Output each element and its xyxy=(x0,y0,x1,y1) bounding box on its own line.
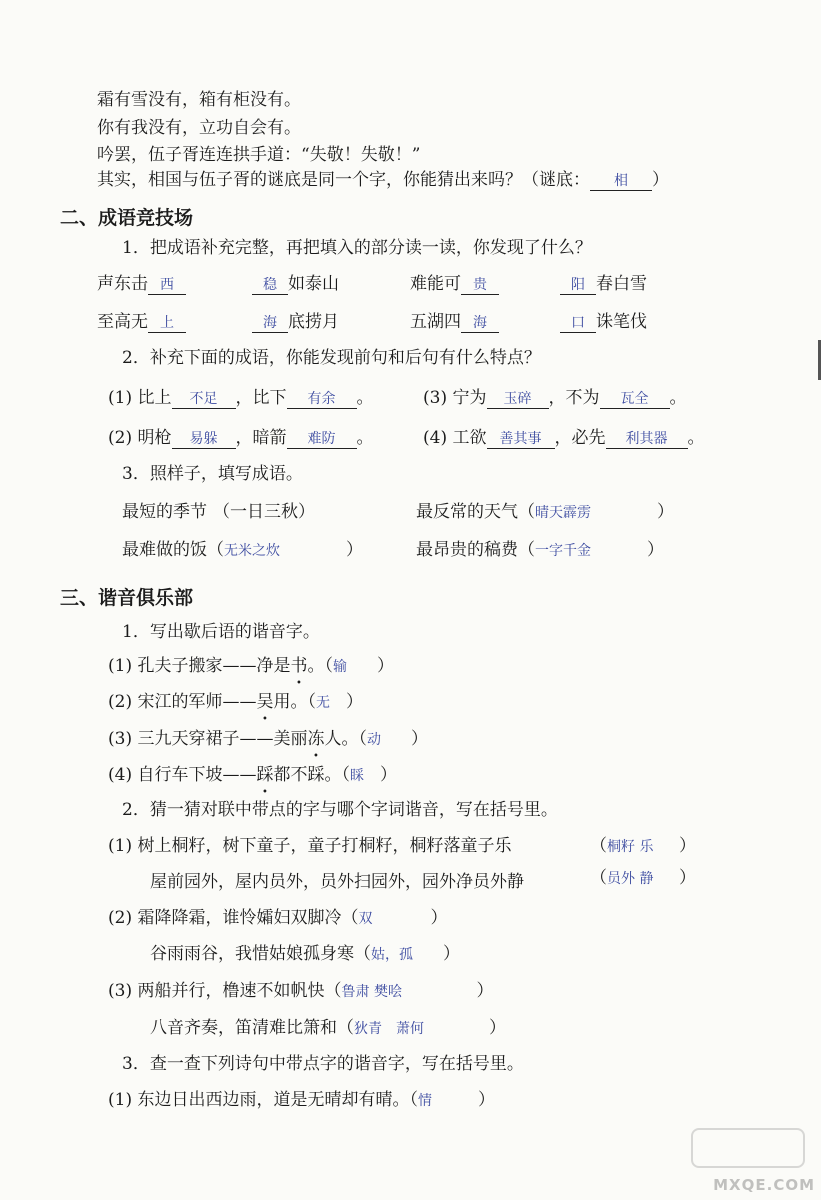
xiehouyu-4: (4) 自行车下坡——踩都不踩。（睬 ） xyxy=(108,765,397,785)
idiom-4-answer[interactable]: 阳 xyxy=(560,276,596,295)
xiehouyu-4-text: 自行车下坡—— xyxy=(137,765,257,785)
riddle-line-1: 霜有雪没有，箱有柜没有。 xyxy=(97,90,301,110)
couplet-1b-answer[interactable]: 员外 静 xyxy=(607,871,654,887)
pair-3-c: 。 xyxy=(669,388,687,408)
pair-1-a: 比上 xyxy=(137,388,172,408)
xiehouyu-3-end: 人。 xyxy=(324,729,359,749)
couplet-1a-paren: （桐籽 乐 ） xyxy=(590,836,696,856)
pair-2-c: 。 xyxy=(356,428,374,448)
sec3-q2: 2．猜一猜对联中带点的字与哪个字词谐音，写在括号里。 xyxy=(122,800,558,820)
example-1-value: （一日三秋） xyxy=(213,502,315,522)
idiom-4-text: 春白雪 xyxy=(596,274,647,294)
couplet-3a: (3) 两船并行，橹速不如帆快（鲁肃 樊哙 ） xyxy=(108,981,494,1001)
riddle-answer[interactable]: 相 xyxy=(590,172,652,191)
pair-1-number: (1) xyxy=(108,388,133,408)
xiehouyu-1-text: 孔夫子搬家——净是 xyxy=(137,656,291,676)
pair-3-answer-2[interactable]: 瓦全 xyxy=(600,390,670,409)
idiom-3-answer[interactable]: 贵 xyxy=(461,276,499,295)
pair-2 xyxy=(108,426,374,450)
couplet-1-number: (1) xyxy=(108,836,133,856)
example-2: 最反常的天气（晴天霹雳 ） xyxy=(416,502,674,522)
couplet-1a-text: 树上桐籽，树下童子，童子打桐籽，桐籽落童子乐 xyxy=(137,836,512,856)
xiehouyu-2-end: 用。 xyxy=(273,692,308,712)
pair-2-answer-1[interactable]: 易躲 xyxy=(172,430,236,449)
idiom-2-text: 如泰山 xyxy=(288,274,339,294)
poem-1-text: 东边日出西边雨，道是无晴却有晴。 xyxy=(137,1090,410,1110)
sec3-q1: 1．写出歇后语的谐音字。 xyxy=(122,622,320,642)
example-4-answer[interactable]: 一字千金 xyxy=(535,543,591,559)
pair-1-answer-1[interactable]: 不足 xyxy=(172,390,236,409)
idiom-7 xyxy=(410,310,499,334)
couplet-3a-answer[interactable]: 鲁肃 樊哙 xyxy=(341,984,402,1000)
riddle-line-2: 你有我没有，立功自会有。 xyxy=(97,118,301,138)
xiehouyu-1: (1) 孔夫子搬家——净是书。（输 ） xyxy=(108,656,394,676)
idiom-5-text: 至高无 xyxy=(97,312,148,332)
riddle-line-3: 吟罢，伍子胥连连拱手道：“失敬！失敬！” xyxy=(97,145,421,165)
pair-4 xyxy=(423,426,705,450)
xiehouyu-2-answer[interactable]: 无 xyxy=(316,695,330,711)
xiehouyu-3: (3) 三九天穿裙子——美丽冻人。（动 ） xyxy=(108,729,428,749)
idiom-8 xyxy=(560,310,647,334)
xiehouyu-2: (2) 宋江的军师——吴用。（无 ） xyxy=(108,692,363,712)
idiom-6-answer[interactable]: 海 xyxy=(252,314,288,333)
poem-1: (1) 东边日出西边雨，道是无晴却有晴。（情 ） xyxy=(108,1090,495,1110)
pair-2-answer-2[interactable]: 难防 xyxy=(287,430,357,449)
couplet-3b: 八音齐奏，笛清难比箫和（狄青 萧何 ） xyxy=(150,1018,506,1038)
couplet-1b-paren: （员外 静 ） xyxy=(590,868,696,888)
couplet-2b: 谷雨雨谷，我惜姑娘孤身寒（姑，孤 ） xyxy=(150,944,460,964)
pair-2-a: 明枪 xyxy=(137,428,172,448)
idiom-2-answer[interactable]: 稳 xyxy=(252,276,288,295)
idiom-7-text: 五湖四 xyxy=(410,312,461,332)
idiom-6 xyxy=(252,310,339,334)
idiom-4 xyxy=(560,272,647,296)
pair-3 xyxy=(423,386,687,410)
xiehouyu-1-answer[interactable]: 输 xyxy=(333,659,347,675)
xiehouyu-2-dotted-char: 吴 xyxy=(256,692,274,712)
section-2-title: 二、成语竞技场 xyxy=(60,207,194,229)
pair-4-b: ，必先 xyxy=(554,428,606,448)
idiom-1-answer[interactable]: 西 xyxy=(148,276,186,295)
pair-1-answer-2[interactable]: 有余 xyxy=(287,390,357,409)
xiehouyu-4-dotted-char: 踩 xyxy=(256,765,274,785)
idiom-2 xyxy=(252,272,339,296)
pair-4-c: 。 xyxy=(687,428,705,448)
couplet-2a-text: 霜降降霜，谁怜孀妇双脚冷 xyxy=(137,908,342,928)
watermark-logo xyxy=(691,1128,805,1168)
xiehouyu-3-text: 三九天穿裙子——美丽 xyxy=(137,729,308,749)
pair-3-number: (3) xyxy=(423,388,448,408)
idiom-1 xyxy=(97,272,186,296)
idiom-1-text: 声东击 xyxy=(97,274,148,294)
couplet-2a: (2) 霜降降霜，谁怜孀妇双脚冷（双 ） xyxy=(108,908,448,928)
couplet-3b-answer[interactable]: 狄青 萧何 xyxy=(354,1021,424,1037)
pair-4-a: 工欲 xyxy=(452,428,487,448)
pair-1-c: 。 xyxy=(356,388,374,408)
couplet-1a xyxy=(108,834,512,858)
idiom-5-answer[interactable]: 上 xyxy=(148,314,186,333)
riddle-question xyxy=(97,168,669,192)
riddle-question-text: 其实，相国与伍子胥的谜底是同一个字，你能猜出来吗？（谜底： xyxy=(97,170,590,190)
xiehouyu-3-answer[interactable]: 动 xyxy=(367,732,381,748)
pair-4-number: (4) xyxy=(423,428,448,448)
couplet-3b-text: 八音齐奏，笛清难比箫和 xyxy=(150,1018,337,1038)
idiom-3-text: 难能可 xyxy=(410,274,461,294)
idiom-7-answer[interactable]: 海 xyxy=(461,314,499,333)
example-2-label: 最反常的天气 xyxy=(416,502,518,522)
sec2-q2: 2．补充下面的成语，你能发现前句和后句有什么特点？ xyxy=(122,348,541,368)
pair-4-answer-2[interactable]: 利其器 xyxy=(606,430,688,449)
idiom-5 xyxy=(97,310,186,334)
pair-1-b: ，比下 xyxy=(235,388,287,408)
xiehouyu-4-end: 都不踩。 xyxy=(273,765,342,785)
idiom-3 xyxy=(410,272,499,296)
couplet-2b-answer[interactable]: 姑，孤 xyxy=(371,947,413,963)
example-3: 最难做的饭（无米之炊 ） xyxy=(122,540,363,560)
pair-2-number: (2) xyxy=(108,428,133,448)
riddle-close: ） xyxy=(652,170,669,190)
sec2-q3: 3．照样子，填写成语。 xyxy=(122,464,303,484)
pair-1 xyxy=(108,386,374,410)
watermark-text: MXQE.COM xyxy=(713,1176,815,1194)
couplet-2a-answer[interactable]: 双 xyxy=(358,911,373,927)
example-3-answer[interactable]: 无米之炊 xyxy=(224,543,280,559)
pair-3-a: 宁为 xyxy=(452,388,487,408)
poem-1-answer[interactable]: 情 xyxy=(418,1093,432,1109)
pair-3-answer-1[interactable]: 玉碎 xyxy=(487,390,549,409)
section-3-title: 三、谐音俱乐部 xyxy=(60,587,194,609)
example-3-label: 最难做的饭 xyxy=(122,540,207,560)
xiehouyu-1-dotted-char: 书 xyxy=(290,656,308,676)
sec2-q1: 1．把成语补充完整，再把填入的部分读一读，你发现了什么？ xyxy=(122,238,592,258)
example-4: 最昂贵的稿费（一字千金 ） xyxy=(416,540,664,560)
sec3-q3: 3．查一查下列诗句中带点字的谐音字，写在括号里。 xyxy=(122,1054,524,1074)
idiom-8-answer[interactable]: 口 xyxy=(560,314,596,333)
xiehouyu-1-number: (1) xyxy=(108,656,133,676)
couplet-3a-text: 两船并行，橹速不如帆快 xyxy=(137,981,325,1001)
xiehouyu-3-number: (3) xyxy=(108,729,133,749)
xiehouyu-1-end: 。 xyxy=(307,656,325,676)
pair-2-b: ，暗箭 xyxy=(235,428,287,448)
idiom-8-text: 诛笔伐 xyxy=(596,312,647,332)
poem-1-number: (1) xyxy=(108,1090,133,1110)
example-4-label: 最昂贵的稿费 xyxy=(416,540,518,560)
xiehouyu-2-text: 宋江的军师—— xyxy=(137,692,257,712)
pair-3-b: ，不为 xyxy=(548,388,600,408)
example-1-label: 最短的季节 xyxy=(122,502,207,522)
couplet-1b: 屋前园外，屋内员外，员外扫园外，园外净员外静 xyxy=(150,872,524,892)
couplet-2-number: (2) xyxy=(108,908,133,928)
idiom-6-text: 底捞月 xyxy=(288,312,339,332)
xiehouyu-4-number: (4) xyxy=(108,765,133,785)
example-1 xyxy=(122,500,315,524)
couplet-2b-text: 谷雨雨谷，我惜姑娘孤身寒 xyxy=(150,944,354,964)
example-2-answer[interactable]: 晴天霹雳 xyxy=(535,505,591,521)
xiehouyu-3-dotted-char: 冻 xyxy=(307,729,325,749)
couplet-1a-answer[interactable]: 桐籽 乐 xyxy=(607,839,654,855)
xiehouyu-4-answer[interactable]: 睬 xyxy=(350,768,364,784)
pair-4-answer-1[interactable]: 善其事 xyxy=(487,430,555,449)
couplet-3-number: (3) xyxy=(108,981,133,1001)
xiehouyu-2-number: (2) xyxy=(108,692,133,712)
